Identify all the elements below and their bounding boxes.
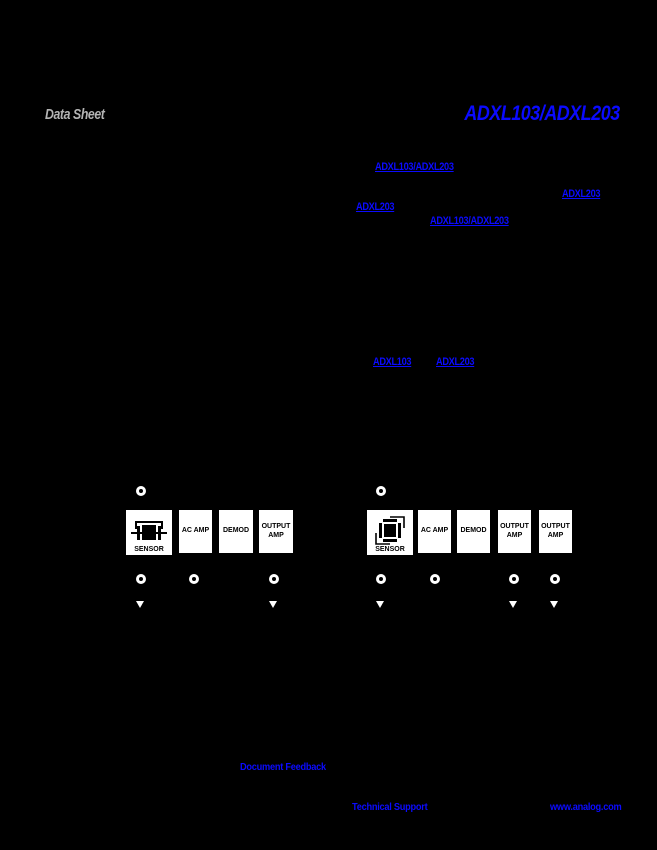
demod-block: [457, 510, 490, 553]
ground-arrow-icon: [136, 601, 144, 608]
sensor-icon: [129, 516, 169, 546]
block-label: AC AMP: [181, 527, 210, 535]
block-label: DEMOD: [460, 527, 487, 535]
supply-pin-circle: [136, 486, 146, 496]
block-label: OUTPUT AMP: [261, 522, 291, 539]
sensor-icon: [370, 515, 410, 546]
technical-support-link[interactable]: Technical Support: [352, 801, 428, 813]
pin-circle: [509, 574, 519, 584]
block-label: AC AMP: [420, 527, 449, 535]
block-label: OUTPUT AMP: [500, 522, 529, 539]
sensor-block: [367, 510, 413, 555]
document-feedback-link[interactable]: Document Feedback: [240, 761, 326, 773]
block-label: SENSOR: [375, 546, 405, 553]
ac-amp-block: [179, 510, 212, 553]
output-amp-block: [259, 510, 293, 553]
part-link[interactable]: ADXL203: [436, 356, 475, 368]
ground-arrow-icon: [269, 601, 277, 608]
part-link[interactable]: ADXL103/ADXL203: [375, 161, 454, 173]
doc-type-label: Data Sheet: [45, 106, 105, 123]
pin-circle: [376, 574, 386, 584]
block-label: OUTPUT AMP: [541, 522, 570, 539]
website-link[interactable]: www.analog.com: [550, 801, 622, 813]
pin-circle: [430, 574, 440, 584]
block-label: SENSOR: [134, 546, 164, 553]
pin-circle: [136, 574, 146, 584]
pin-circle: [269, 574, 279, 584]
part-link[interactable]: ADXL103/ADXL203: [430, 215, 509, 227]
pin-circle: [189, 574, 199, 584]
supply-pin-circle: [376, 486, 386, 496]
output-amp-block: [498, 510, 531, 553]
ground-arrow-icon: [509, 601, 517, 608]
part-number-title: ADXL103/ADXL203: [464, 102, 620, 125]
sensor-block: [126, 510, 172, 555]
ground-arrow-icon: [550, 601, 558, 608]
demod-block: [219, 510, 253, 553]
output-amp-block: [539, 510, 572, 553]
block-label: DEMOD: [222, 527, 250, 535]
ac-amp-block: [418, 510, 451, 553]
ground-arrow-icon: [376, 601, 384, 608]
part-link[interactable]: ADXL203: [356, 201, 395, 213]
pin-circle: [550, 574, 560, 584]
part-link[interactable]: ADXL103: [373, 356, 412, 368]
part-link[interactable]: ADXL203: [562, 188, 601, 200]
